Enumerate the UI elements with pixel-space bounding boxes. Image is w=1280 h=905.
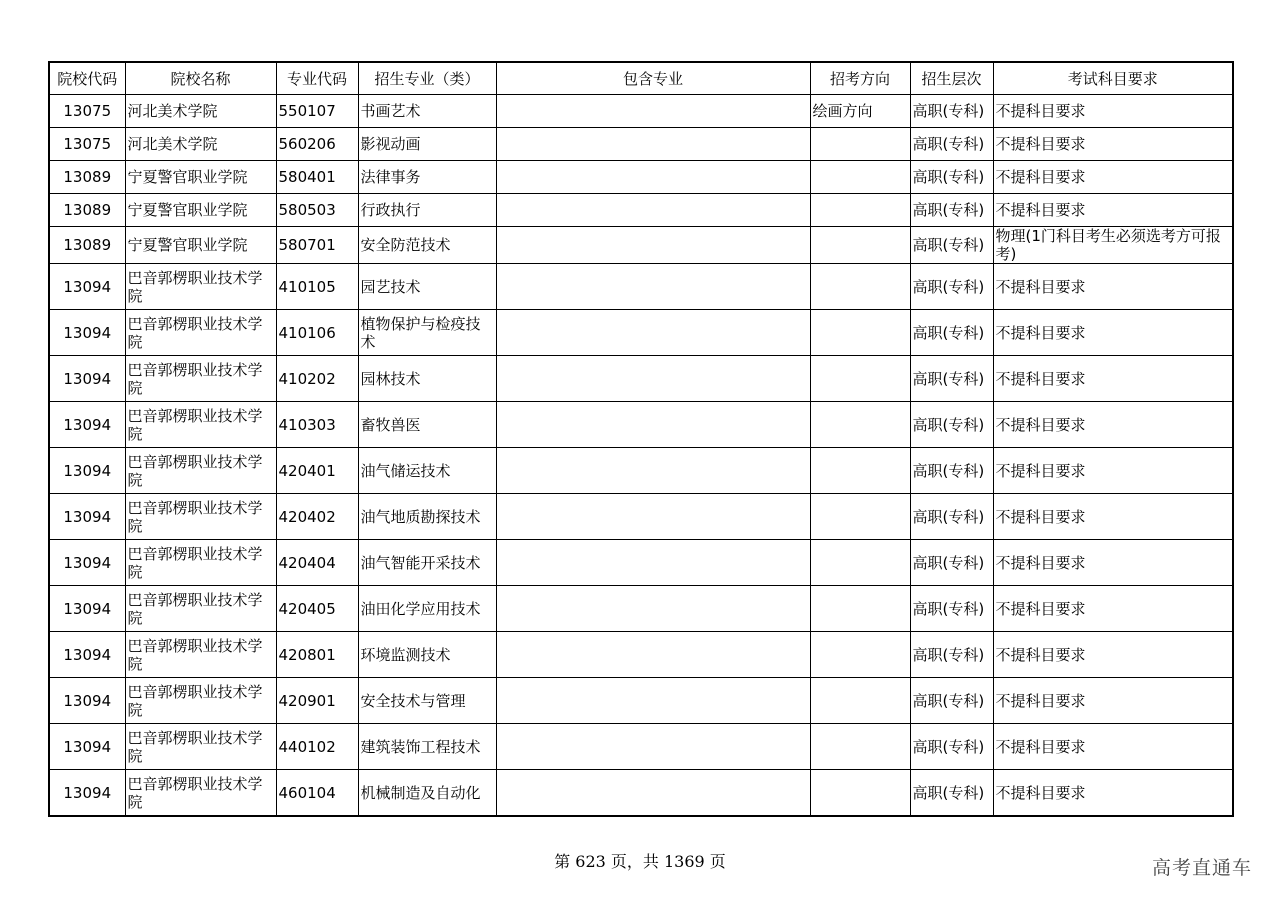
cell-direction (810, 724, 910, 770)
cell-school-code: 13094 (49, 770, 125, 817)
cell-major-code: 580503 (276, 194, 358, 227)
cell-included-majors (496, 724, 810, 770)
table-header-row (49, 62, 1233, 95)
cell-major: 书画艺术 (358, 95, 496, 128)
cell-included-majors (496, 448, 810, 494)
cell-level: 高职(专科) (910, 356, 993, 402)
cell-school-name: 巴音郭楞职业技术学院 (125, 310, 276, 356)
table-row (49, 724, 1233, 770)
table-row (49, 194, 1233, 227)
cell-direction (810, 448, 910, 494)
cell-major-code: 460104 (276, 770, 358, 817)
cell-included-majors (496, 194, 810, 227)
cell-subject-requirement: 不提科目要求 (993, 95, 1233, 128)
cell-included-majors (496, 540, 810, 586)
cell-level: 高职(专科) (910, 194, 993, 227)
table-row (49, 128, 1233, 161)
cell-school-name: 巴音郭楞职业技术学院 (125, 724, 276, 770)
cell-school-name: 巴音郭楞职业技术学院 (125, 264, 276, 310)
cell-school-code: 13094 (49, 264, 125, 310)
cell-subject-requirement: 不提科目要求 (993, 632, 1233, 678)
cell-major-code: 420401 (276, 448, 358, 494)
cell-subject-requirement: 不提科目要求 (993, 540, 1233, 586)
cell-school-name: 宁夏警官职业学院 (125, 227, 276, 264)
cell-major: 法律事务 (358, 161, 496, 194)
cell-major: 油田化学应用技术 (358, 586, 496, 632)
cell-school-name: 巴音郭楞职业技术学院 (125, 494, 276, 540)
cell-level: 高职(专科) (910, 402, 993, 448)
cell-subject-requirement: 不提科目要求 (993, 128, 1233, 161)
cell-level: 高职(专科) (910, 770, 993, 817)
cell-subject-requirement: 不提科目要求 (993, 586, 1233, 632)
cell-included-majors (496, 310, 810, 356)
cell-level: 高职(专科) (910, 540, 993, 586)
cell-included-majors (496, 227, 810, 264)
table-row (49, 310, 1233, 356)
cell-school-name: 巴音郭楞职业技术学院 (125, 356, 276, 402)
table-row (49, 678, 1233, 724)
cell-major-code: 420402 (276, 494, 358, 540)
header-direction: 招考方向 (810, 62, 910, 95)
cell-school-name: 巴音郭楞职业技术学院 (125, 540, 276, 586)
cell-school-code: 13075 (49, 95, 125, 128)
cell-direction (810, 310, 910, 356)
cell-included-majors (496, 264, 810, 310)
cell-major: 园林技术 (358, 356, 496, 402)
watermark: 高考直通车 (1151, 857, 1252, 879)
cell-subject-requirement: 不提科目要求 (993, 356, 1233, 402)
cell-direction: 绘画方向 (810, 95, 910, 128)
cell-school-name: 巴音郭楞职业技术学院 (125, 402, 276, 448)
cell-direction (810, 678, 910, 724)
cell-level: 高职(专科) (910, 161, 993, 194)
cell-included-majors (496, 494, 810, 540)
cell-school-name: 宁夏警官职业学院 (125, 194, 276, 227)
cell-included-majors (496, 586, 810, 632)
cell-included-majors (496, 356, 810, 402)
cell-subject-requirement: 不提科目要求 (993, 161, 1233, 194)
cell-level: 高职(专科) (910, 586, 993, 632)
cell-school-code: 13094 (49, 356, 125, 402)
cell-included-majors (496, 95, 810, 128)
cell-subject-requirement: 不提科目要求 (993, 264, 1233, 310)
cell-direction (810, 161, 910, 194)
cell-included-majors (496, 402, 810, 448)
cell-school-code: 13094 (49, 494, 125, 540)
cell-major: 影视动画 (358, 128, 496, 161)
table-row (49, 402, 1233, 448)
cell-major-code: 420404 (276, 540, 358, 586)
cell-school-name: 巴音郭楞职业技术学院 (125, 586, 276, 632)
table-row (49, 356, 1233, 402)
cell-major-code: 420801 (276, 632, 358, 678)
cell-major: 环境监测技术 (358, 632, 496, 678)
cell-direction (810, 227, 910, 264)
cell-school-code: 13089 (49, 161, 125, 194)
header-level: 招生层次 (910, 62, 993, 95)
cell-included-majors (496, 632, 810, 678)
table-row (49, 540, 1233, 586)
cell-school-name: 巴音郭楞职业技术学院 (125, 678, 276, 724)
cell-direction (810, 128, 910, 161)
cell-direction (810, 770, 910, 817)
cell-major-code: 410303 (276, 402, 358, 448)
table-row (49, 161, 1233, 194)
cell-major-code: 560206 (276, 128, 358, 161)
cell-major: 油气智能开采技术 (358, 540, 496, 586)
cell-direction (810, 356, 910, 402)
cell-direction (810, 264, 910, 310)
cell-subject-requirement: 不提科目要求 (993, 678, 1233, 724)
cell-major: 机械制造及自动化 (358, 770, 496, 817)
cell-school-name: 宁夏警官职业学院 (125, 161, 276, 194)
cell-level: 高职(专科) (910, 494, 993, 540)
cell-major: 油气地质勘探技术 (358, 494, 496, 540)
cell-school-code: 13094 (49, 632, 125, 678)
header-major-code: 专业代码 (276, 62, 358, 95)
cell-school-name: 河北美术学院 (125, 95, 276, 128)
cell-major-code: 550107 (276, 95, 358, 128)
table-row (49, 494, 1233, 540)
cell-subject-requirement: 不提科目要求 (993, 310, 1233, 356)
cell-major: 油气储运技术 (358, 448, 496, 494)
cell-school-code: 13089 (49, 227, 125, 264)
cell-included-majors (496, 128, 810, 161)
cell-major-code: 410202 (276, 356, 358, 402)
table-row (49, 227, 1233, 264)
header-school-code: 院校代码 (49, 62, 125, 95)
cell-major: 畜牧兽医 (358, 402, 496, 448)
cell-major-code: 440102 (276, 724, 358, 770)
cell-major-code: 410106 (276, 310, 358, 356)
table-row (49, 264, 1233, 310)
cell-direction (810, 494, 910, 540)
cell-school-code: 13094 (49, 310, 125, 356)
cell-level: 高职(专科) (910, 264, 993, 310)
cell-level: 高职(专科) (910, 724, 993, 770)
cell-school-code: 13094 (49, 724, 125, 770)
header-school-name: 院校名称 (125, 62, 276, 95)
cell-level: 高职(专科) (910, 448, 993, 494)
cell-major: 建筑装饰工程技术 (358, 724, 496, 770)
cell-subject-requirement: 不提科目要求 (993, 770, 1233, 817)
cell-subject-requirement: 不提科目要求 (993, 724, 1233, 770)
cell-major: 安全防范技术 (358, 227, 496, 264)
cell-level: 高职(专科) (910, 310, 993, 356)
cell-included-majors (496, 770, 810, 817)
cell-school-code: 13094 (49, 678, 125, 724)
table-row (49, 586, 1233, 632)
cell-school-name: 巴音郭楞职业技术学院 (125, 632, 276, 678)
cell-school-code: 13075 (49, 128, 125, 161)
table-row (49, 448, 1233, 494)
table-row (49, 95, 1233, 128)
cell-level: 高职(专科) (910, 678, 993, 724)
cell-subject-requirement: 物理(1门科目考生必须选考方可报考) (993, 227, 1233, 264)
cell-level: 高职(专科) (910, 128, 993, 161)
cell-major: 植物保护与检疫技术 (358, 310, 496, 356)
cell-school-code: 13094 (49, 586, 125, 632)
header-major: 招生专业（类） (358, 62, 496, 95)
cell-school-code: 13089 (49, 194, 125, 227)
cell-included-majors (496, 678, 810, 724)
cell-major: 行政执行 (358, 194, 496, 227)
table-row (49, 632, 1233, 678)
cell-subject-requirement: 不提科目要求 (993, 494, 1233, 540)
cell-major: 园艺技术 (358, 264, 496, 310)
cell-included-majors (496, 161, 810, 194)
cell-subject-requirement: 不提科目要求 (993, 194, 1233, 227)
cell-major-code: 410105 (276, 264, 358, 310)
cell-direction (810, 632, 910, 678)
cell-school-name: 巴音郭楞职业技术学院 (125, 448, 276, 494)
page-number: 第 623 页，共 1369 页 (554, 852, 726, 871)
cell-direction (810, 540, 910, 586)
cell-school-code: 13094 (49, 540, 125, 586)
admissions-table (48, 61, 1234, 817)
cell-level: 高职(专科) (910, 95, 993, 128)
table-body (49, 95, 1233, 817)
header-included-majors: 包含专业 (496, 62, 810, 95)
cell-direction (810, 194, 910, 227)
cell-school-name: 巴音郭楞职业技术学院 (125, 770, 276, 817)
cell-major-code: 580401 (276, 161, 358, 194)
cell-school-name: 河北美术学院 (125, 128, 276, 161)
cell-level: 高职(专科) (910, 227, 993, 264)
cell-subject-requirement: 不提科目要求 (993, 448, 1233, 494)
cell-major: 安全技术与管理 (358, 678, 496, 724)
header-subject-requirement: 考试科目要求 (993, 62, 1233, 95)
cell-school-code: 13094 (49, 402, 125, 448)
cell-major-code: 420901 (276, 678, 358, 724)
cell-subject-requirement: 不提科目要求 (993, 402, 1233, 448)
cell-school-code: 13094 (49, 448, 125, 494)
cell-level: 高职(专科) (910, 632, 993, 678)
cell-major-code: 420405 (276, 586, 358, 632)
cell-major-code: 580701 (276, 227, 358, 264)
cell-direction (810, 402, 910, 448)
table-row (49, 770, 1233, 817)
cell-direction (810, 586, 910, 632)
